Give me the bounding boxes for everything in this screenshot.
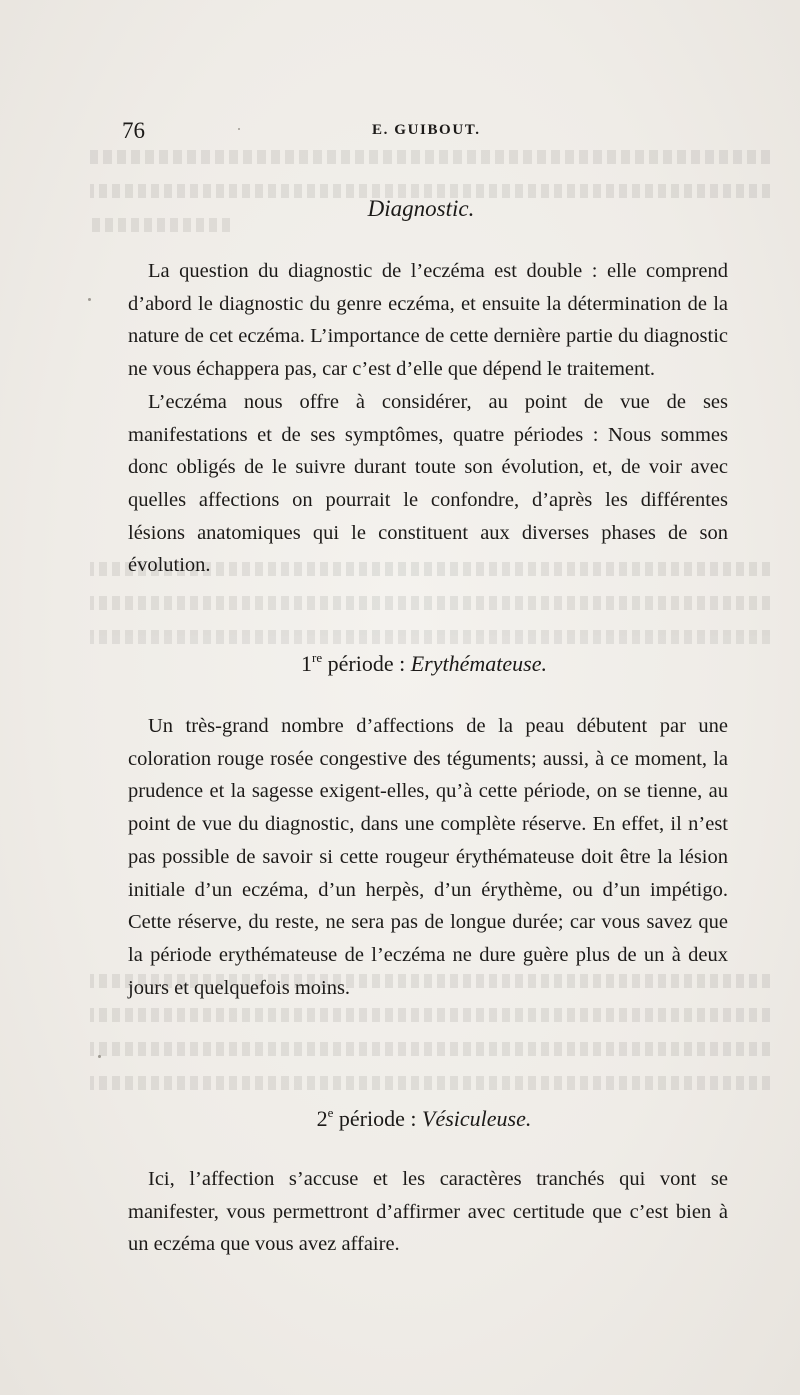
period-label: période : — [322, 651, 411, 676]
paragraph: La question du diagnostic de l’eczéma est double : elle comprend d’abord le diagnostic du genre eczéma, et ensuite la détermination de la nature de cet eczéma. L’importance de cette dernière partie du diagnostic ne vous échappera pas, car c’est d’elle que dépend le traitement. — [128, 260, 728, 381]
period-number: 1 — [301, 651, 313, 676]
period-superscript: re — [312, 650, 323, 665]
period-number: 2 — [316, 1106, 328, 1131]
section-title-diagnostic: Diagnostic. — [367, 196, 475, 221]
paper-speck — [238, 128, 240, 130]
period-label: période : — [333, 1106, 422, 1131]
period2-body — [128, 1163, 728, 1261]
paragraph: L’eczéma nous offre à considérer, au point de vue de ses manifestations et de ses symptômes, quatre périodes : Nous sommes donc obligés de le suivre durant toute son évolution, et, de voir avec quelles affections on pourrait le confondre, d’après les différentes lésions anatomiques qui le constituent aux diverses phases de son évolution. — [128, 390, 728, 577]
period-name: Erythémateuse. — [410, 651, 547, 676]
page-header — [122, 118, 732, 148]
period1-body — [128, 710, 728, 1004]
paragraph: Un très-grand nombre d’affections de la peau débutent par une coloration rouge rosée congestive des téguments; aussi, à ce moment, la prudence et la sagesse exigent-elles, qu’à cette période, on se tienne, au point de vue du diagnostic, dans une complète réserve. En effet, il n’est pas possible de savoir si cette rougeur érythémateuse doit être la lésion initiale d’un eczéma, d’un herpès, d’un érythème, ou d’un impétigo. Cette réserve, du reste, ne sera pas de longue durée; car vous savez que la période erythémateuse de l’eczéma ne dure guère plus de un à deux jours et quelquefois moins. — [128, 715, 728, 999]
diagnostic-body — [128, 255, 728, 582]
period-superscript: e — [327, 1105, 334, 1120]
period-heading-2 — [0, 1105, 800, 1132]
paper-speck — [88, 298, 91, 301]
paper-speck — [98, 1055, 101, 1058]
period-heading-1 — [0, 650, 800, 677]
paragraph: Ici, l’affection s’accuse et les caractères tranchés qui vont se manifester, vous permettront d’affirmer avec certitude que c’est bien à un eczéma que vous avez affaire. — [128, 1168, 728, 1256]
period-name: Vésiculeuse. — [422, 1106, 532, 1131]
page-number: 76 — [122, 118, 145, 143]
running-head: E. GUIBOUT. — [372, 122, 481, 138]
